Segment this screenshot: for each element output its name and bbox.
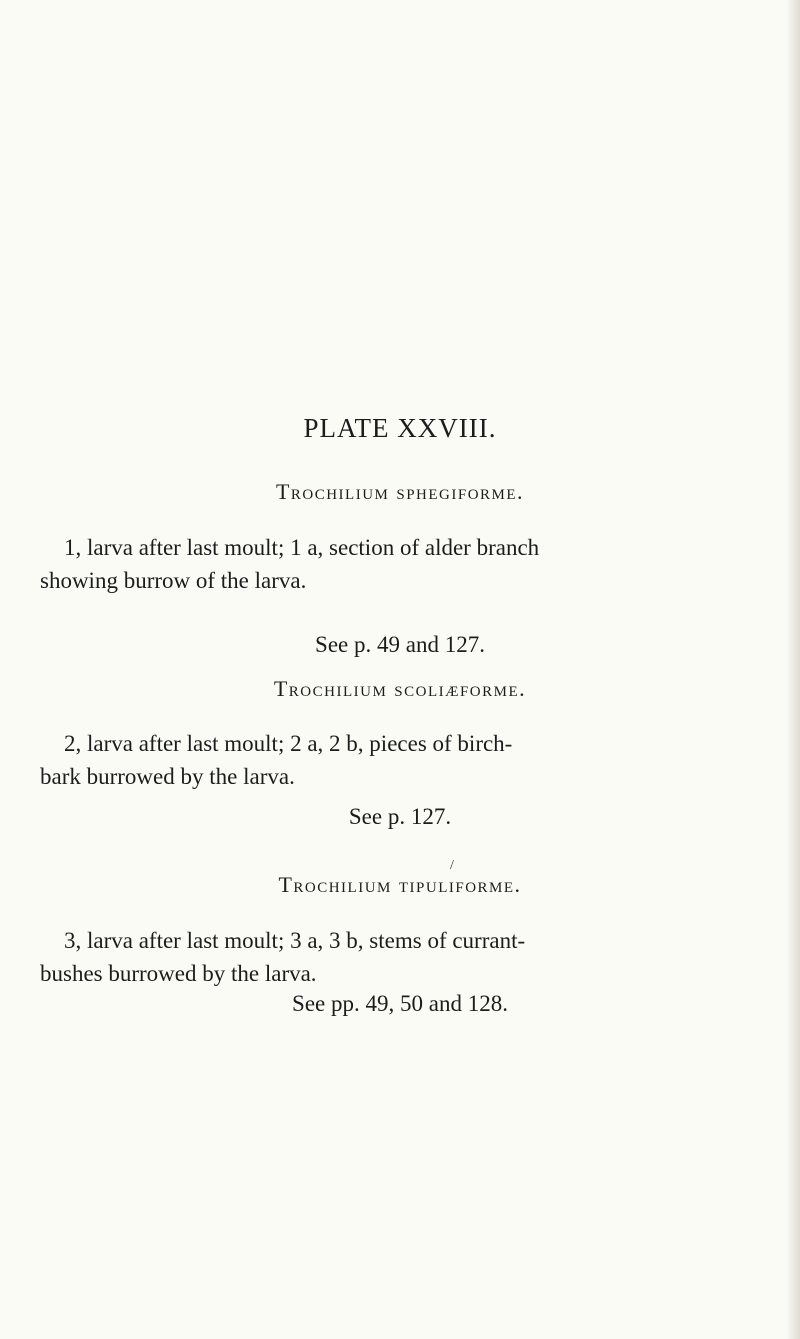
plate-title: PLATE XXVIII. [303,413,497,443]
caption-line: bushes burrowed by the larva. [40,961,317,986]
caption-paragraph-2 [40,727,780,793]
species-name-1: Trochilium sphegiforme. [275,479,525,504]
caption-line: 2, larva after last moult; 2 a, 2 b, pieces of birch- [64,731,513,756]
caption-line: bark burrowed by the larva. [40,764,295,789]
caption-paragraph-3 [40,924,780,990]
species-heading-1 [0,479,800,505]
caption-paragraph-1 [40,531,780,597]
page-reference-2: See p. 127. [348,804,452,829]
pencil-mark: / [450,858,454,873]
caption-line: 3, larva after last moult; 3 a, 3 b, stems of currant- [64,928,526,953]
page-reference-3: See pp. 49, 50 and 128. [292,991,508,1016]
caption-line: 1, larva after last moult; 1 a, section of alder branch [64,535,540,560]
species-name-2: Trochilium scoliæforme. [273,676,527,701]
caption-line: showing burrow of the larva. [40,568,307,593]
species-heading-3 [0,872,800,898]
page-edge-shadow [786,0,800,1339]
species-name-3: Trochilium tipuliforme. [278,872,522,897]
species-heading-2 [0,676,800,702]
page-reference-1: See p. 49 and 127. [315,632,485,657]
